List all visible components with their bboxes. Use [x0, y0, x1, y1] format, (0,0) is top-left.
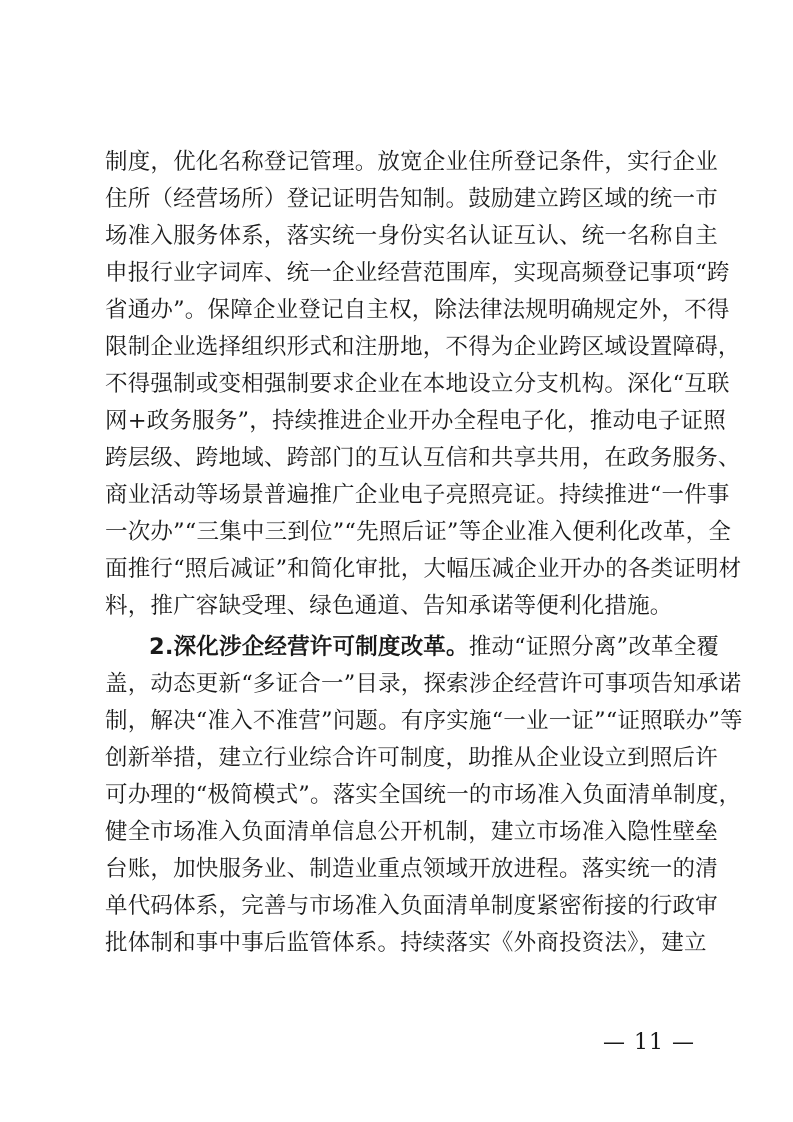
body-text-line: 制度，优化名称登记管理。放宽企业住所登记条件，实行企业	[105, 149, 718, 175]
body-text-line: 健全市场准入负面清单信息公开机制，建立市场准入隐性壁垒	[105, 819, 718, 845]
body-text-line: 不得强制或变相强制要求企业在本地设立分支机构。深化“互联	[105, 371, 730, 397]
body-text-line: 一次办”“三集中三到位”“先照后证”等企业准入便利化改革，全	[105, 519, 732, 545]
body-text-line: 创新举措，建立行业综合许可制度，助推从企业设立到照后许	[105, 745, 718, 771]
body-text-line: 限制企业选择组织形式和注册地，不得为企业跨区域设置障碍，	[105, 334, 741, 360]
section-heading: 2.深化涉企经营许可制度改革。	[149, 634, 469, 660]
body-text-line: 单代码体系，完善与市场准入负面清单制度紧密衔接的行政审	[105, 893, 718, 919]
body-text-line: 料，推广容缺受理、绿色通道、告知承诺等便利化措施。	[105, 593, 673, 619]
body-text-line: 盖，动态更新“多证合一”目录，探索涉企经营许可事项告知承诺	[105, 671, 742, 697]
body-text-line: 跨层级、跨地域、跨部门的互认互信和共享共用，在政务服务、	[105, 445, 741, 471]
body-text-line: 制，解决“准入不准营”问题。有序实施“一业一证”“证照联办”等	[105, 708, 743, 734]
page-number: — 11 —	[603, 1030, 695, 1055]
body-text-line: 可办理的“极简模式”。落实全国统一的市场准入负面清单制度，	[105, 782, 742, 808]
body-text-line: 批体制和事中事后监管体系。持续落实《外商投资法》，建立	[105, 930, 707, 956]
body-text-line: 台账，加快服务业、制造业重点领域开放进程。落实统一的清	[105, 856, 718, 882]
body-text-line: 商业活动等场景普遍推广企业电子亮照亮证。持续推进“一件事	[105, 482, 730, 508]
section-text: 推动“证照分离”改革全覆	[468, 634, 720, 660]
body-text-line: 住所（经营场所）登记证明告知制。鼓励建立跨区域的统一市	[105, 186, 718, 212]
body-text-line: 省通办”。保障企业登记自主权，除法律法规明确规定外，不得	[105, 297, 730, 323]
body-text-line: 申报行业字词库、统一企业经营范围库，实现高频登记事项“跨	[105, 260, 730, 286]
body-text-line: 网+政务服务”，持续推进企业开办全程电子化，推动电子证照	[105, 408, 726, 434]
body-text-line: 面推行“照后减证”和简化审批，大幅压减企业开办的各类证明材	[105, 556, 742, 582]
section-2-first-line	[149, 630, 720, 664]
body-text-line: 场准入服务体系，落实统一身份实名认证互认、统一名称自主	[105, 223, 718, 249]
